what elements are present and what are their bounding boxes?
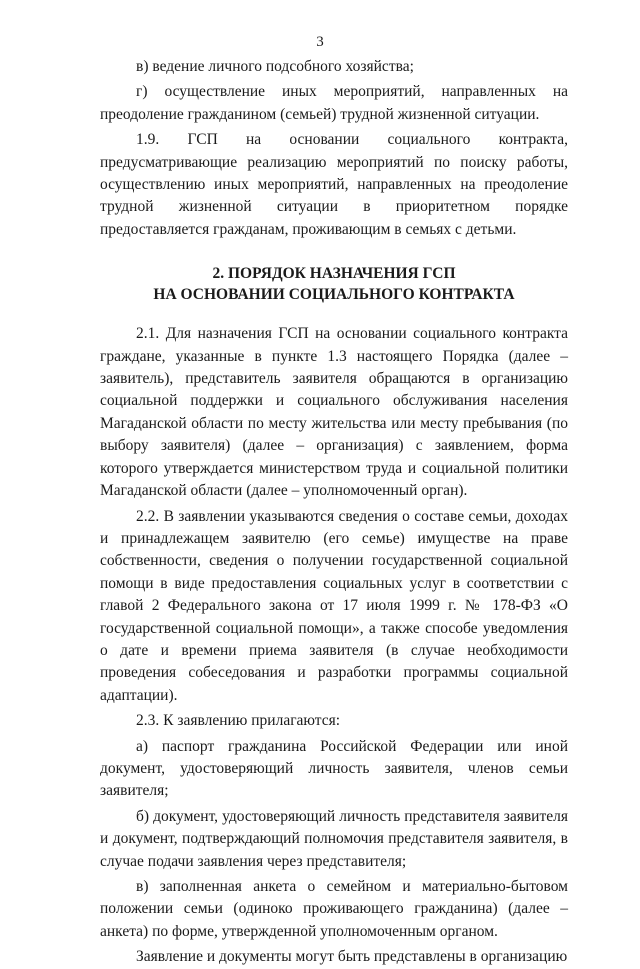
paragraph-2-3: 2.3. К заявлению прилагаются: (136, 712, 341, 730)
page-number: 3 (316, 34, 324, 50)
section-heading (100, 263, 568, 305)
paragraph-2-2: 2.2. В заявлении указываются сведения о составе семьи, доходах и принадлежащем заявителю (его семье) имуществе на праве собственности, сведения о получении государственной социальной помощи в виде предоставления социальных услуг в соответствии с главой 2 Федерального закона от 17 июля 1999 г. № 178-ФЗ «О государственной социальной помощи», а также способе уведомления о дате и времени приема заявителя (в случае необходимости проведения собеседования и разработки программы социальной адаптации). (100, 507, 568, 704)
paragraph-submission: Заявление и документы могут быть представлены в организацию (136, 948, 568, 966)
document-body (100, 56, 568, 969)
paragraph-item-v: в) ведение личного подсобного хозяйства; (136, 58, 414, 75)
paragraph-item-g: г) осуществление иных мероприятий, направленных на преодоление гражданином (семьей) трудной жизненной ситуации. (100, 83, 568, 123)
paragraph-2-1: 2.1. Для назначения ГСП на основании социального контракта граждане, указанные в пункте 1.3 настоящего Порядка (далее – заявитель), представитель заявителя обращаются в организацию социальной поддержки и социального обслуживания населения Магаданской области по месту жительства или месту пребывания (по выбору заявителя) (далее – организация) с заявлением, форма которого утверждается министерством труда и социальной политики Магаданской области (далее – уполномоченный орган). (100, 325, 568, 500)
paragraph-item-a: а) паспорт гражданина Российской Федерации или иной документ, удостоверяющий личность заявителя, членов семьи заявителя; (100, 737, 568, 800)
paragraph-1-9: 1.9. ГСП на основании социального контракта, предусматривающие реализацию мероприятий по поиску работы, осуществлению иных мероприятий, направленных на преодоление трудной жизненной ситуации в приоритетном порядке предоставляется гражданам, проживающим в семьях с детьми. (100, 131, 568, 238)
section-heading-line-1: 2. ПОРЯДОК НАЗНАЧЕНИЯ ГСП (212, 265, 456, 283)
section-heading-line-2: НА ОСНОВАНИИ СОЦИАЛЬНОГО КОНТРАКТА (153, 286, 515, 304)
paragraph-item-b: б) документ, удостоверяющий личность представителя заявителя и документ, подтверждающий полномочия представителя заявителя, в случае подачи заявления через представителя; (100, 807, 568, 870)
paragraph-item-v-anketa: в) заполненная анкета о семейном и материально-бытовом положении семьи (одиноко проживающего гражданина) (далее – анкета) по форме, утвержденной уполномоченным органом. (100, 878, 568, 940)
